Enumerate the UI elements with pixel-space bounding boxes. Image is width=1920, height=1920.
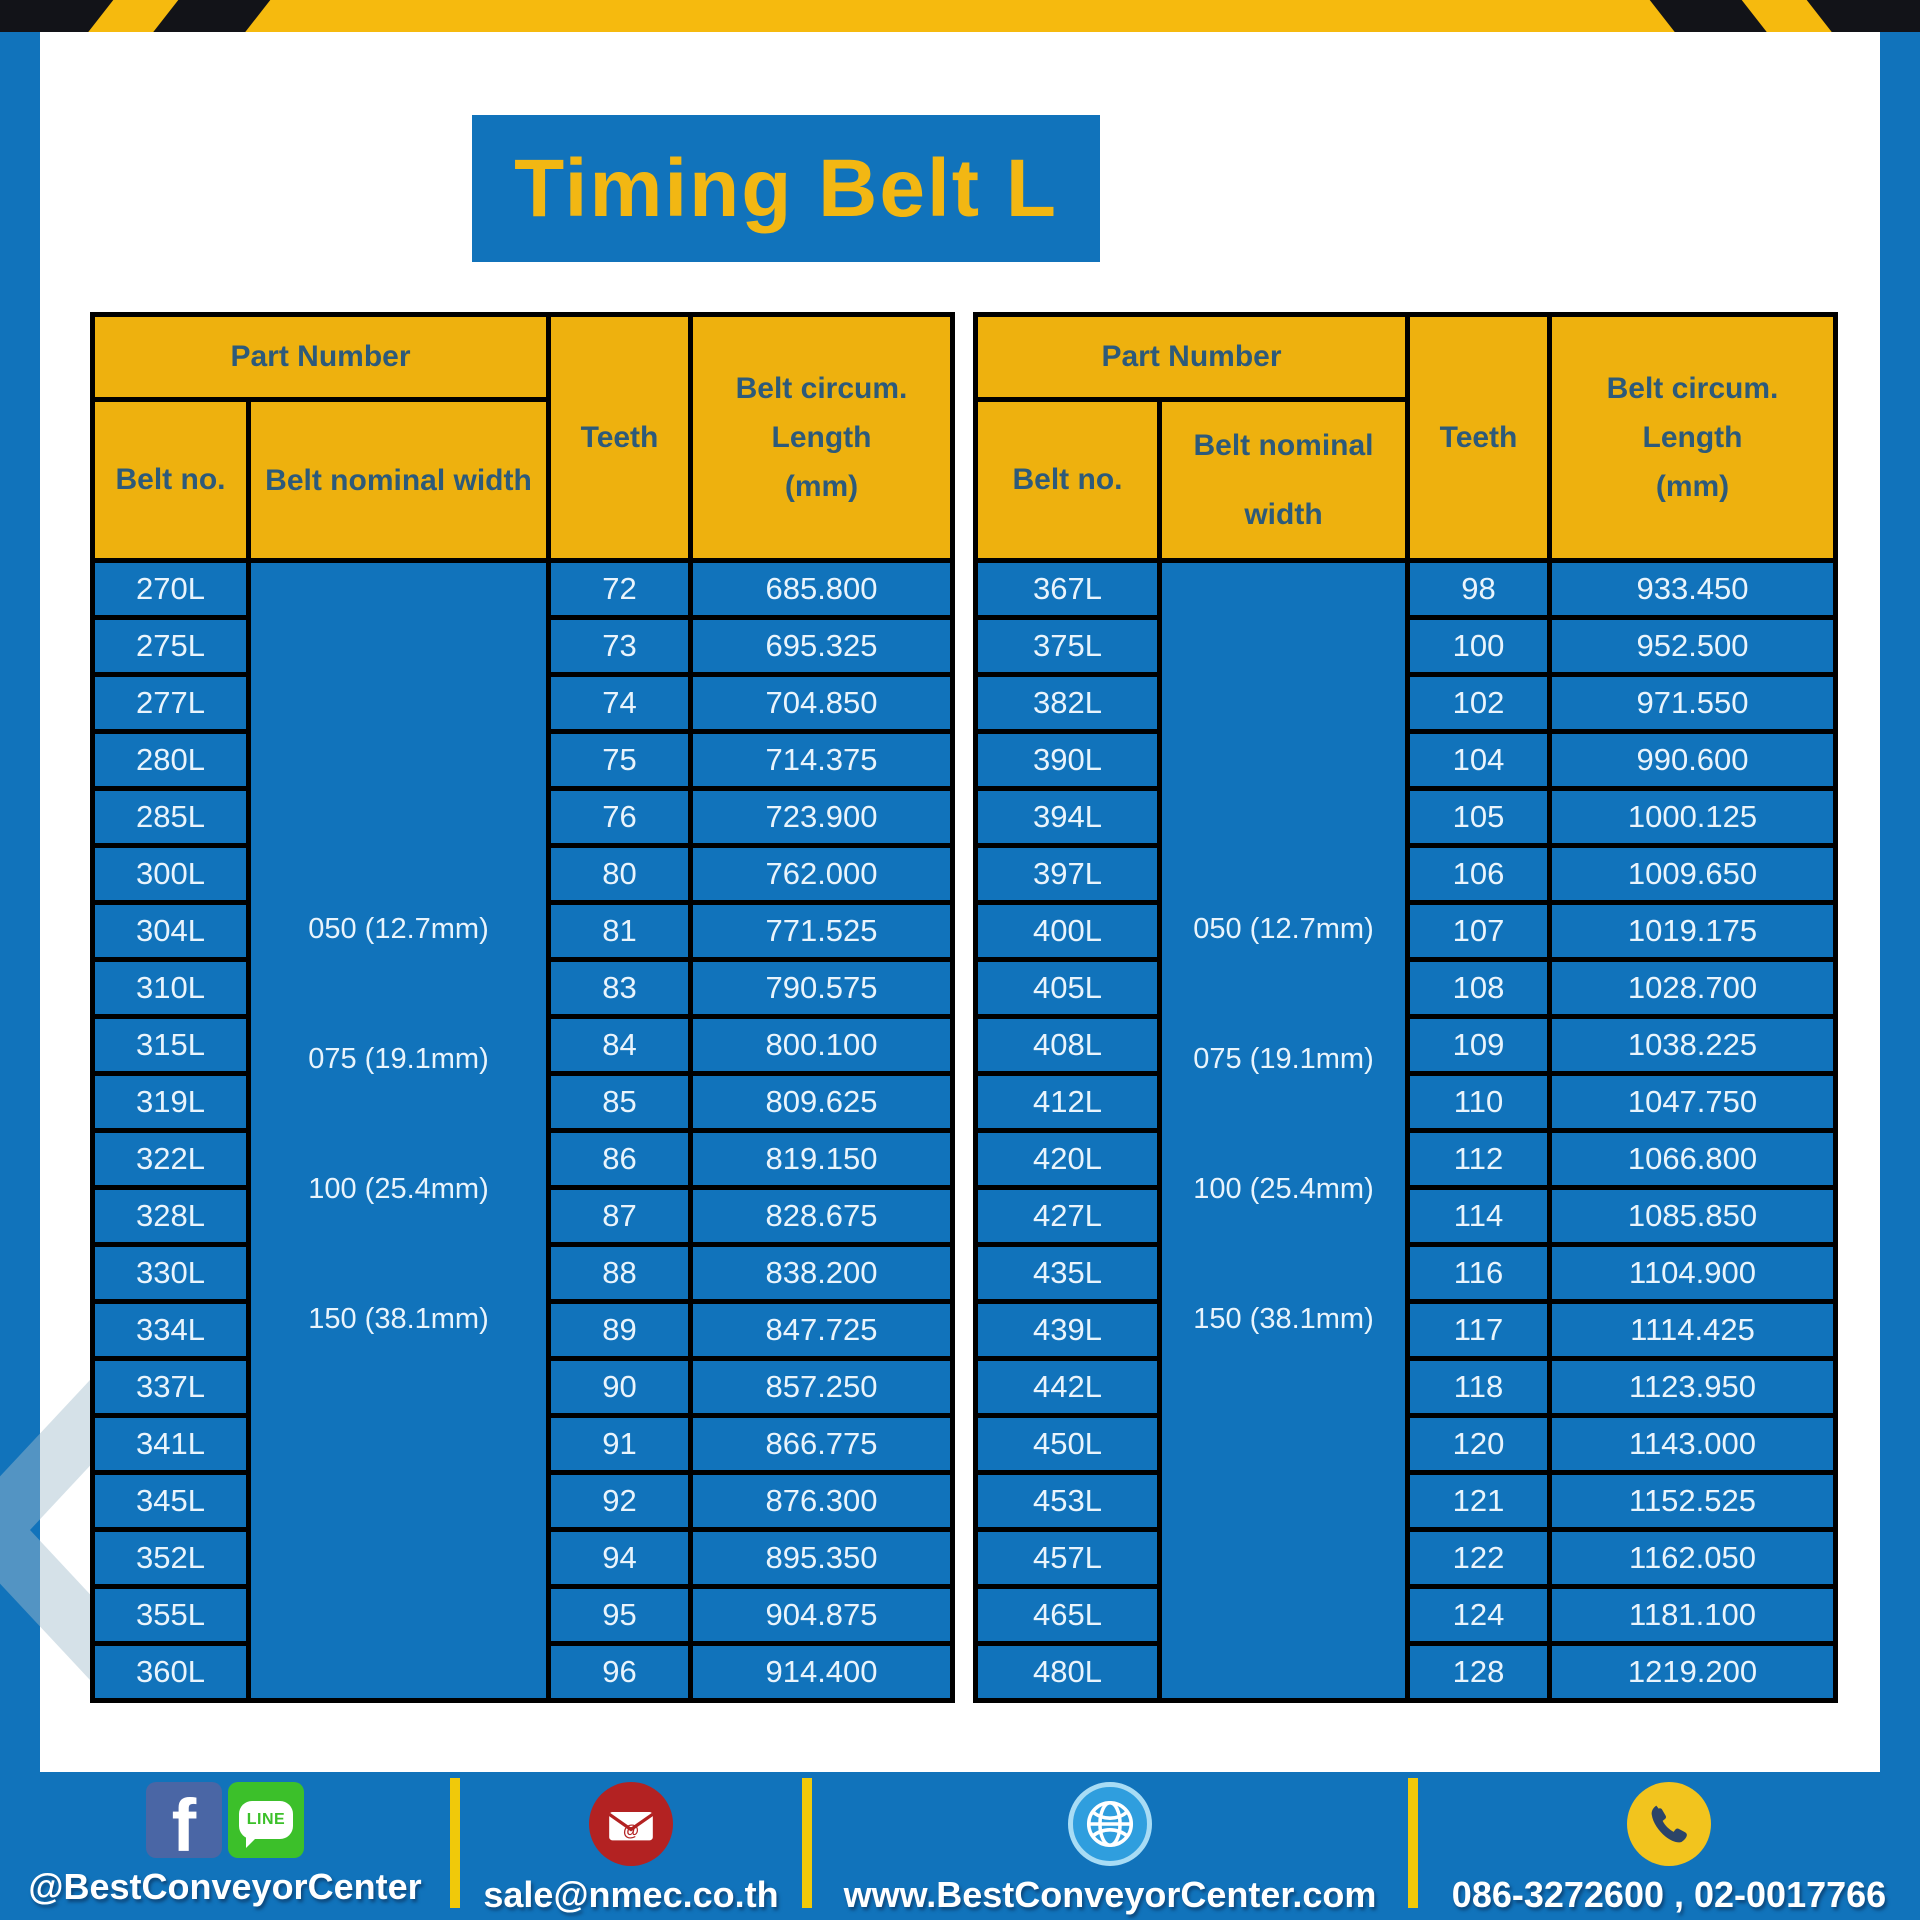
length-cell: 1085.850: [1550, 1188, 1836, 1245]
line-icon: [228, 1782, 304, 1858]
length-cell: 1019.175: [1550, 903, 1836, 960]
belt-nominal-width-cell: [249, 561, 549, 1701]
belt-no-cell: 412L: [976, 1074, 1160, 1131]
length-cell: 990.600: [1550, 732, 1836, 789]
width-option: 050 (12.7mm): [308, 913, 489, 945]
length-cell: 714.375: [691, 732, 953, 789]
length-cell: 1009.650: [1550, 846, 1836, 903]
length-cell: 1162.050: [1550, 1530, 1836, 1587]
circ-header-line1: Belt circum.: [1606, 371, 1779, 405]
footer-email-section: [460, 1772, 802, 1920]
col-header-belt-circum: [1550, 315, 1836, 561]
belt-no-cell: 450L: [976, 1416, 1160, 1473]
length-cell: 1181.100: [1550, 1587, 1836, 1644]
length-cell: 809.625: [691, 1074, 953, 1131]
length-cell: 1152.525: [1550, 1473, 1836, 1530]
teeth-cell: 84: [549, 1017, 691, 1074]
length-cell: 876.300: [691, 1473, 953, 1530]
belt-no-cell: 328L: [93, 1188, 249, 1245]
belt-no-cell: 330L: [93, 1245, 249, 1302]
teeth-cell: 102: [1408, 675, 1550, 732]
belt-no-cell: 453L: [976, 1473, 1160, 1530]
length-cell: 704.850: [691, 675, 953, 732]
col-header-part-number: Part Number: [93, 315, 549, 400]
footer-divider: [450, 1778, 460, 1908]
length-cell: 1104.900: [1550, 1245, 1836, 1302]
teeth-cell: 117: [1408, 1302, 1550, 1359]
belt-no-cell: 300L: [93, 846, 249, 903]
frame-left: [0, 32, 40, 1772]
length-cell: 1047.750: [1550, 1074, 1836, 1131]
length-cell: 933.450: [1550, 561, 1836, 618]
length-cell: 1143.000: [1550, 1416, 1836, 1473]
hazard-stripe: [147, 0, 275, 32]
teeth-cell: 100: [1408, 618, 1550, 675]
circ-header-line2: Length: [1642, 420, 1743, 454]
belt-no-cell: 360L: [93, 1644, 249, 1701]
length-cell: 866.775: [691, 1416, 953, 1473]
teeth-cell: 72: [549, 561, 691, 618]
envelope-glyph: [607, 1804, 655, 1844]
belt-no-cell: 420L: [976, 1131, 1160, 1188]
length-cell: 800.100: [691, 1017, 953, 1074]
teeth-cell: 118: [1408, 1359, 1550, 1416]
col-header-belt-circum: [691, 315, 953, 561]
circ-header-line3: (mm): [784, 469, 859, 503]
length-cell: 1066.800: [1550, 1131, 1836, 1188]
col-header-teeth: Teeth: [549, 315, 691, 561]
teeth-cell: 107: [1408, 903, 1550, 960]
belt-no-cell: 355L: [93, 1587, 249, 1644]
length-cell: 1114.425: [1550, 1302, 1836, 1359]
line-label: LINE: [246, 1811, 286, 1828]
belt-no-cell: 435L: [976, 1245, 1160, 1302]
teeth-cell: 104: [1408, 732, 1550, 789]
teeth-cell: 75: [549, 732, 691, 789]
width-option: 075 (19.1mm): [308, 1043, 489, 1075]
belt-no-cell: 405L: [976, 960, 1160, 1017]
length-cell: 1038.225: [1550, 1017, 1836, 1074]
teeth-cell: 110: [1408, 1074, 1550, 1131]
globe-icon: [1068, 1782, 1152, 1866]
belt-table-right-body: [976, 561, 1836, 1701]
frame-right: [1880, 32, 1920, 1772]
teeth-cell: 94: [549, 1530, 691, 1587]
footer-website-section: [812, 1772, 1408, 1920]
teeth-cell: 106: [1408, 846, 1550, 903]
email-icon: [589, 1782, 673, 1866]
teeth-cell: 116: [1408, 1245, 1550, 1302]
phone-icon: [1627, 1782, 1711, 1866]
circ-header-line1: Belt circum.: [735, 371, 908, 405]
teeth-cell: 124: [1408, 1587, 1550, 1644]
teeth-cell: 81: [549, 903, 691, 960]
teeth-cell: 80: [549, 846, 691, 903]
length-cell: 971.550: [1550, 675, 1836, 732]
length-cell: 819.150: [691, 1131, 953, 1188]
belt-no-cell: 439L: [976, 1302, 1160, 1359]
teeth-cell: 83: [549, 960, 691, 1017]
col-header-belt-no: Belt no.: [93, 400, 249, 561]
belt-no-cell: 352L: [93, 1530, 249, 1587]
belt-no-cell: 408L: [976, 1017, 1160, 1074]
belt-no-cell: 310L: [93, 960, 249, 1017]
length-cell: 895.350: [691, 1530, 953, 1587]
length-cell: 857.250: [691, 1359, 953, 1416]
belt-no-cell: 367L: [976, 561, 1160, 618]
table-row: [976, 561, 1836, 618]
website-url: www.BestConveyorCenter.com: [843, 1874, 1377, 1915]
teeth-cell: 90: [549, 1359, 691, 1416]
belt-no-cell: 337L: [93, 1359, 249, 1416]
length-cell: 685.800: [691, 561, 953, 618]
footer-divider: [802, 1778, 812, 1908]
belt-no-cell: 275L: [93, 618, 249, 675]
col-header-part-number: Part Number: [976, 315, 1408, 400]
length-cell: 847.725: [691, 1302, 953, 1359]
teeth-cell: 108: [1408, 960, 1550, 1017]
belt-no-cell: 390L: [976, 732, 1160, 789]
length-cell: 952.500: [1550, 618, 1836, 675]
belt-no-cell: 304L: [93, 903, 249, 960]
width-option: 150 (38.1mm): [1193, 1303, 1374, 1335]
length-cell: 904.875: [691, 1587, 953, 1644]
belt-no-cell: 442L: [976, 1359, 1160, 1416]
footer-phone-section: [1418, 1772, 1920, 1920]
facebook-icon: [146, 1782, 222, 1858]
teeth-cell: 87: [549, 1188, 691, 1245]
teeth-cell: 98: [1408, 561, 1550, 618]
length-cell: 828.675: [691, 1188, 953, 1245]
belt-no-cell: 427L: [976, 1188, 1160, 1245]
belt-no-cell: 345L: [93, 1473, 249, 1530]
belt-nominal-width-cell: [1160, 561, 1408, 1701]
facebook-letter: f: [171, 1784, 197, 1858]
width-option: 100 (25.4mm): [1193, 1173, 1374, 1205]
length-cell: 1028.700: [1550, 960, 1836, 1017]
handset-glyph: [1646, 1801, 1692, 1847]
line-bubble: [239, 1801, 293, 1839]
social-icons: [146, 1782, 304, 1858]
teeth-cell: 85: [549, 1074, 691, 1131]
teeth-cell: 109: [1408, 1017, 1550, 1074]
belt-no-cell: 457L: [976, 1530, 1160, 1587]
circ-header-line3: (mm): [1655, 469, 1730, 503]
page-title: Timing Belt L: [514, 142, 1058, 234]
length-cell: 1000.125: [1550, 789, 1836, 846]
belt-no-cell: 285L: [93, 789, 249, 846]
width-option: 100 (25.4mm): [308, 1173, 489, 1205]
circ-header-line2: Length: [771, 420, 872, 454]
length-cell: 838.200: [691, 1245, 953, 1302]
svg-text:@: @: [623, 1822, 639, 1840]
header-row-1: [93, 315, 953, 400]
teeth-cell: 92: [549, 1473, 691, 1530]
col-header-belt-no: Belt no.: [976, 400, 1160, 561]
teeth-cell: 122: [1408, 1530, 1550, 1587]
belt-no-cell: 322L: [93, 1131, 249, 1188]
teeth-cell: 112: [1408, 1131, 1550, 1188]
footer-divider: [1408, 1778, 1418, 1908]
teeth-cell: 121: [1408, 1473, 1550, 1530]
belt-no-cell: 375L: [976, 618, 1160, 675]
belt-no-cell: 480L: [976, 1644, 1160, 1701]
teeth-cell: 91: [549, 1416, 691, 1473]
belt-table-right: [973, 312, 1838, 1703]
belt-no-cell: 394L: [976, 789, 1160, 846]
hazard-stripe: [0, 0, 118, 32]
length-cell: 695.325: [691, 618, 953, 675]
footer-contact-bar: [0, 1772, 1920, 1920]
belt-no-cell: 315L: [93, 1017, 249, 1074]
teeth-cell: 73: [549, 618, 691, 675]
teeth-cell: 120: [1408, 1416, 1550, 1473]
belt-no-cell: 341L: [93, 1416, 249, 1473]
social-handle: @BestConveyorCenter: [28, 1866, 422, 1907]
teeth-cell: 105: [1408, 789, 1550, 846]
email-address: sale@nmec.co.th: [483, 1874, 779, 1915]
teeth-cell: 88: [549, 1245, 691, 1302]
length-cell: 1219.200: [1550, 1644, 1836, 1701]
hazard-stripe: [1645, 0, 1773, 32]
teeth-cell: 89: [549, 1302, 691, 1359]
width-option: 075 (19.1mm): [1193, 1043, 1374, 1075]
belt-no-cell: 400L: [976, 903, 1160, 960]
teeth-cell: 96: [549, 1644, 691, 1701]
belt-no-cell: 277L: [93, 675, 249, 732]
teeth-cell: 76: [549, 789, 691, 846]
belt-no-cell: 465L: [976, 1587, 1160, 1644]
belt-table-left: [90, 312, 955, 1703]
teeth-cell: 128: [1408, 1644, 1550, 1701]
belt-no-cell: 397L: [976, 846, 1160, 903]
table-row: [93, 561, 953, 618]
teeth-cell: 74: [549, 675, 691, 732]
col-header-belt-nominal-width: Belt nominal width: [1160, 400, 1408, 561]
length-cell: 723.900: [691, 789, 953, 846]
width-option: 150 (38.1mm): [308, 1303, 489, 1335]
title-banner: [472, 115, 1100, 262]
belt-no-cell: 319L: [93, 1074, 249, 1131]
globe-glyph: [1084, 1798, 1136, 1850]
col-header-belt-nominal-width: Belt nominal width: [249, 400, 549, 561]
phone-numbers: 086-3272600 , 02-0017766: [1451, 1874, 1887, 1915]
teeth-cell: 95: [549, 1587, 691, 1644]
footer-social-section: [0, 1772, 450, 1920]
teeth-cell: 114: [1408, 1188, 1550, 1245]
length-cell: 914.400: [691, 1644, 953, 1701]
length-cell: 771.525: [691, 903, 953, 960]
hazard-stripe: [1802, 0, 1920, 32]
length-cell: 1123.950: [1550, 1359, 1836, 1416]
hazard-stripe-bar: [0, 0, 1920, 32]
belt-no-cell: 334L: [93, 1302, 249, 1359]
belt-table-left-body: [93, 561, 953, 1701]
length-cell: 790.575: [691, 960, 953, 1017]
belt-no-cell: 382L: [976, 675, 1160, 732]
length-cell: 762.000: [691, 846, 953, 903]
teeth-cell: 86: [549, 1131, 691, 1188]
col-header-teeth: Teeth: [1408, 315, 1550, 561]
width-option: 050 (12.7mm): [1193, 913, 1374, 945]
header-row-1: [976, 315, 1836, 400]
belt-no-cell: 280L: [93, 732, 249, 789]
tables-container: [90, 312, 1838, 1703]
belt-no-cell: 270L: [93, 561, 249, 618]
